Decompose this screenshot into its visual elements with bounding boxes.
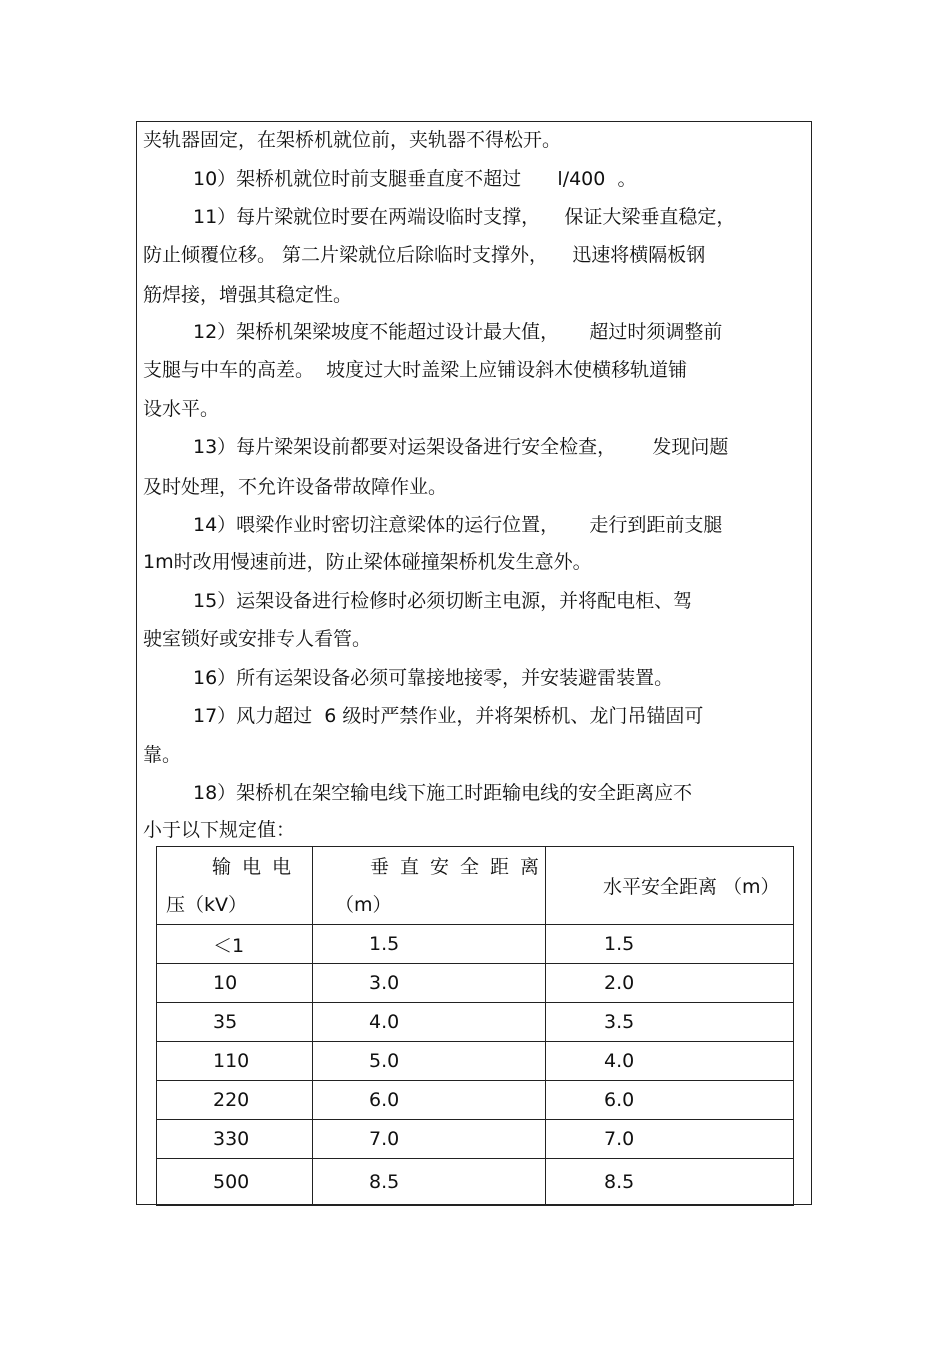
paragraph-line: 16）所有运架设备必须可靠接地接零，并安装避雷装置。 xyxy=(193,667,674,689)
paragraph-line: 设水平。 xyxy=(143,398,220,420)
header-horizontal: 水平安全距离 （m） xyxy=(546,847,794,925)
cell-horizontal: 1.5 xyxy=(546,925,794,964)
paragraph-line: 夹轨器固定，在架桥机就位前，夹轨器不得松开。 xyxy=(143,129,562,151)
paragraph-line: 及时处理，不允许设备带故障作业。 xyxy=(143,476,448,498)
safety-distance-table xyxy=(156,846,794,1206)
paragraph-line: 11）每片梁就位时要在两端设临时支撑， 保证大梁垂直稳定， xyxy=(193,206,736,228)
paragraph-line: 防止倾覆位移。 第二片梁就位后除临时支撑外， 迅速将横隔板钢 xyxy=(143,244,706,266)
header-vertical-line2: （m） xyxy=(335,893,392,916)
table-header-row xyxy=(157,847,794,925)
cell-vertical: 7.0 xyxy=(313,1120,546,1159)
header-vertical xyxy=(313,847,551,925)
table-row xyxy=(157,1120,794,1159)
header-voltage-line2: 压（kV） xyxy=(166,893,248,916)
header-vertical-line1: 垂直安全距离 xyxy=(370,855,551,878)
paragraph-line: 15）运架设备进行检修时必须切断主电源，并将配电柜、驾 xyxy=(193,590,693,612)
paragraph-line: 12）架桥机架梁坡度不能超过设计最大值， 超过时须调整前 xyxy=(193,321,723,343)
table-row xyxy=(157,925,794,964)
paragraph-line: 18）架桥机在架空输电线下施工时距输电线的安全距离应不 xyxy=(193,782,693,804)
cell-vertical: 1.5 xyxy=(313,925,546,964)
paragraph-line: 14）喂梁作业时密切注意梁体的运行位置， 走行到距前支腿 xyxy=(193,514,723,536)
cell-horizontal: 7.0 xyxy=(546,1120,794,1159)
paragraph-line: 靠。 xyxy=(143,744,182,766)
cell-voltage: 110 xyxy=(157,1042,313,1081)
cell-vertical: 3.0 xyxy=(313,964,546,1003)
header-voltage-line1: 输电电 xyxy=(212,855,303,878)
cell-vertical: 4.0 xyxy=(313,1003,546,1042)
table-row xyxy=(157,1081,794,1120)
cell-voltage: 500 xyxy=(157,1159,313,1206)
paragraph-line: 17）风力超过 6 级时严禁作业，并将架桥机、龙门吊锚固可 xyxy=(193,705,704,727)
table-row xyxy=(157,1159,794,1206)
paragraph-line: 支腿与中车的高差。 坡度过大时盖梁上应铺设斜木使横移轨道铺 xyxy=(143,359,688,381)
table-row xyxy=(157,1003,794,1042)
paragraph-line: 10）架桥机就位时前支腿垂直度不超过 l/400 。 xyxy=(193,168,637,190)
paragraph-line: 筋焊接，增强其稳定性。 xyxy=(143,284,353,306)
paragraph-line: 驶室锁好或安排专人看管。 xyxy=(143,628,372,650)
cell-horizontal: 4.0 xyxy=(546,1042,794,1081)
cell-horizontal: 8.5 xyxy=(546,1159,794,1206)
paragraph-line: 小于以下规定值： xyxy=(143,819,296,841)
cell-vertical: 6.0 xyxy=(313,1081,546,1120)
cell-horizontal: 2.0 xyxy=(546,964,794,1003)
cell-vertical: 8.5 xyxy=(313,1159,546,1206)
table-row xyxy=(157,964,794,1003)
paragraph-line: 13）每片梁架设前都要对运架设备进行安全检查， 发现问题 xyxy=(193,436,729,458)
cell-voltage: 220 xyxy=(157,1081,313,1120)
header-voltage xyxy=(157,847,313,925)
cell-voltage: 10 xyxy=(157,964,313,1003)
cell-voltage: 330 xyxy=(157,1120,313,1159)
paragraph-line: 1m时改用慢速前进，防止梁体碰撞架桥机发生意外。 xyxy=(143,551,592,573)
table-row xyxy=(157,1042,794,1081)
cell-voltage: ＜1 xyxy=(157,925,313,964)
cell-horizontal: 6.0 xyxy=(546,1081,794,1120)
cell-horizontal: 3.5 xyxy=(546,1003,794,1042)
cell-voltage: 35 xyxy=(157,1003,313,1042)
cell-vertical: 5.0 xyxy=(313,1042,546,1081)
